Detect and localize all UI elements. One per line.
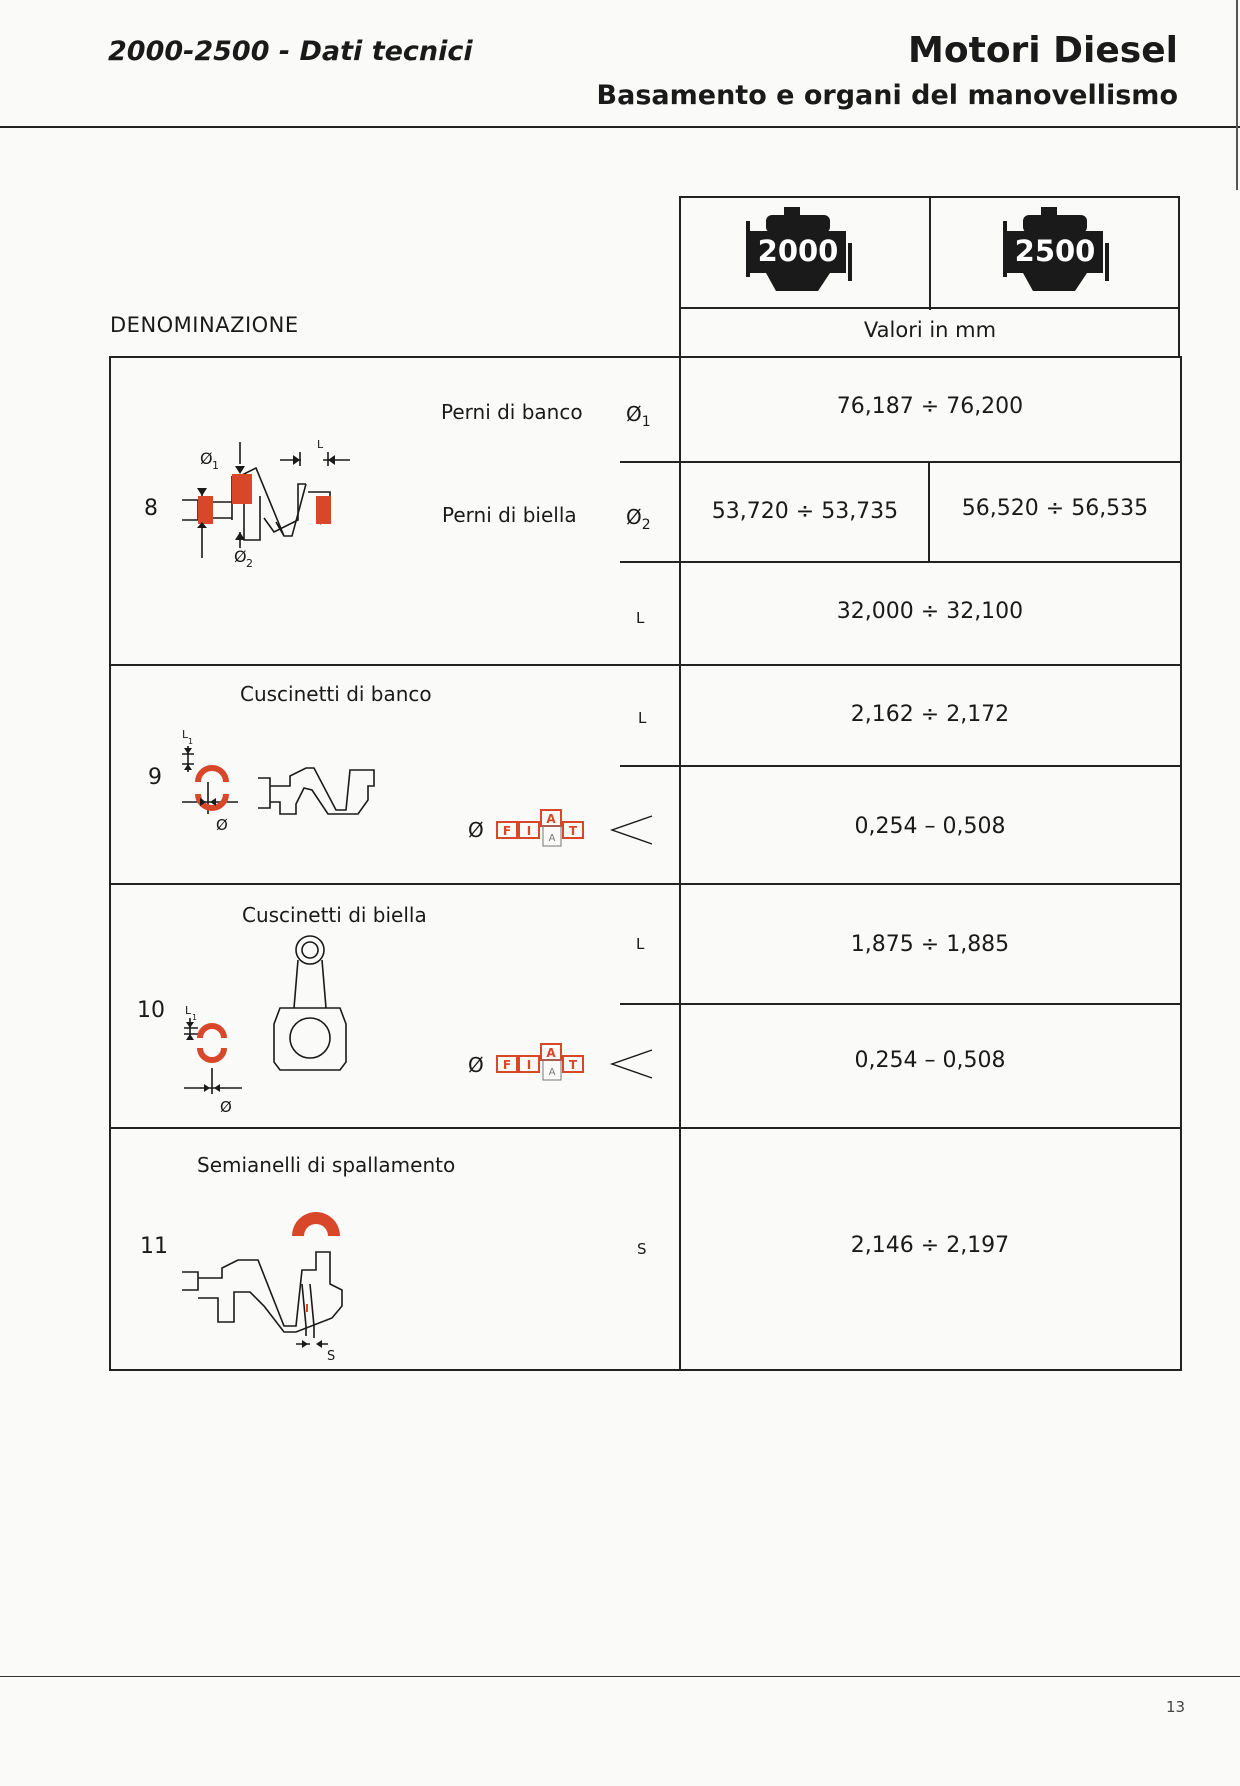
perni-banco-label: Perni di banco [441, 400, 583, 424]
svg-text:I: I [526, 1058, 532, 1072]
engine-2500-icon [1003, 203, 1115, 299]
cuscinetti-biella-undersize-value: 0,254 – 0,508 [854, 1048, 1006, 1073]
diameter-symbol: Ø [468, 1053, 484, 1077]
cuscinetti-banco-label: Cuscinetti di banco [240, 682, 432, 706]
svg-text:L: L [185, 1004, 192, 1017]
cuscinetti-banco-length-value: 2,162 ÷ 2,172 [850, 702, 1010, 727]
row-number-9: 9 [148, 765, 162, 790]
row-number-11: 11 [140, 1234, 168, 1259]
svg-text:A: A [546, 812, 556, 826]
header-section-label: 2000-2500 - Dati tecnici [108, 36, 473, 67]
svg-text:T: T [568, 1058, 578, 1072]
svg-text:L: L [182, 728, 189, 741]
length-symbol: L [636, 609, 645, 627]
fiat-logo-icon [496, 1042, 596, 1084]
cuscinetti-biella-length-value: 1,875 ÷ 1,885 [850, 932, 1010, 957]
less-than-symbol [608, 1046, 654, 1082]
diameter-symbol: Ø [468, 818, 484, 842]
row-number-8: 8 [144, 496, 158, 521]
svg-text:F: F [502, 1058, 512, 1072]
page-title: Motori Diesel [908, 30, 1178, 71]
svg-text:A: A [548, 1067, 556, 1078]
diagram-S: S [327, 1349, 336, 1363]
cuscinetti-banco-undersize-value: 0,254 – 0,508 [854, 814, 1006, 839]
svg-text:T: T [568, 824, 578, 838]
length-symbol: L [636, 935, 645, 953]
engine-2000-label: 2000 [757, 234, 839, 268]
svg-text:I: I [526, 824, 532, 838]
page-number: 13 [1166, 1698, 1186, 1716]
svg-text:1: 1 [212, 459, 219, 472]
svg-text:A: A [548, 833, 556, 844]
length-value: 32,000 ÷ 32,100 [836, 599, 1024, 624]
thickness-symbol: S [637, 1240, 647, 1258]
footer-divider [0, 1676, 1240, 1677]
perni-banco-value: 76,187 ÷ 76,200 [836, 394, 1024, 419]
page-subtitle: Basamento e organi del manovellismo [596, 80, 1178, 111]
svg-text:Ø: Ø [220, 1098, 232, 1116]
length-symbol: L [638, 709, 647, 727]
page-edge [1236, 0, 1238, 190]
perni-biella-value-2000: 53,720 ÷ 53,735 [711, 499, 899, 524]
svg-text:Ø: Ø [216, 816, 228, 834]
diagram-phi2: Ø [234, 547, 247, 566]
diagram-phi1: Ø [200, 449, 213, 468]
svg-text:A: A [546, 1046, 556, 1060]
main-bearing-diagram [178, 724, 408, 839]
diagram-L: L [317, 438, 324, 451]
units-label: Valori in mm [863, 318, 997, 342]
diameter-1-symbol: $Ø_1$ [626, 402, 651, 430]
perni-biella-value-2500: 56,520 ÷ 56,535 [961, 496, 1149, 521]
perni-biella-label: Perni di biella [442, 503, 577, 527]
svg-text:1: 1 [192, 1013, 198, 1022]
svg-text:F: F [502, 824, 512, 838]
row-number-10: 10 [137, 998, 165, 1023]
cuscinetti-biella-label: Cuscinetti di biella [242, 903, 427, 927]
svg-text:1: 1 [188, 737, 194, 746]
crankshaft-journals-diagram [180, 436, 360, 571]
diameter-2-symbol: $Ø_2$ [626, 505, 651, 533]
fiat-logo-icon [496, 808, 596, 850]
semianelli-label: Semianelli di spallamento [197, 1153, 456, 1177]
denominazione-label: DENOMINAZIONE [110, 313, 299, 337]
engine-2000-icon [746, 203, 858, 299]
svg-text:2: 2 [246, 557, 253, 570]
less-than-symbol [608, 812, 654, 848]
semianelli-value: 2,146 ÷ 2,197 [850, 1233, 1010, 1258]
connecting-rod-bearing-diagram [180, 928, 360, 1118]
header-divider [0, 126, 1240, 128]
engine-2500-label: 2500 [1014, 234, 1096, 268]
thrust-washer-diagram [178, 1208, 378, 1363]
